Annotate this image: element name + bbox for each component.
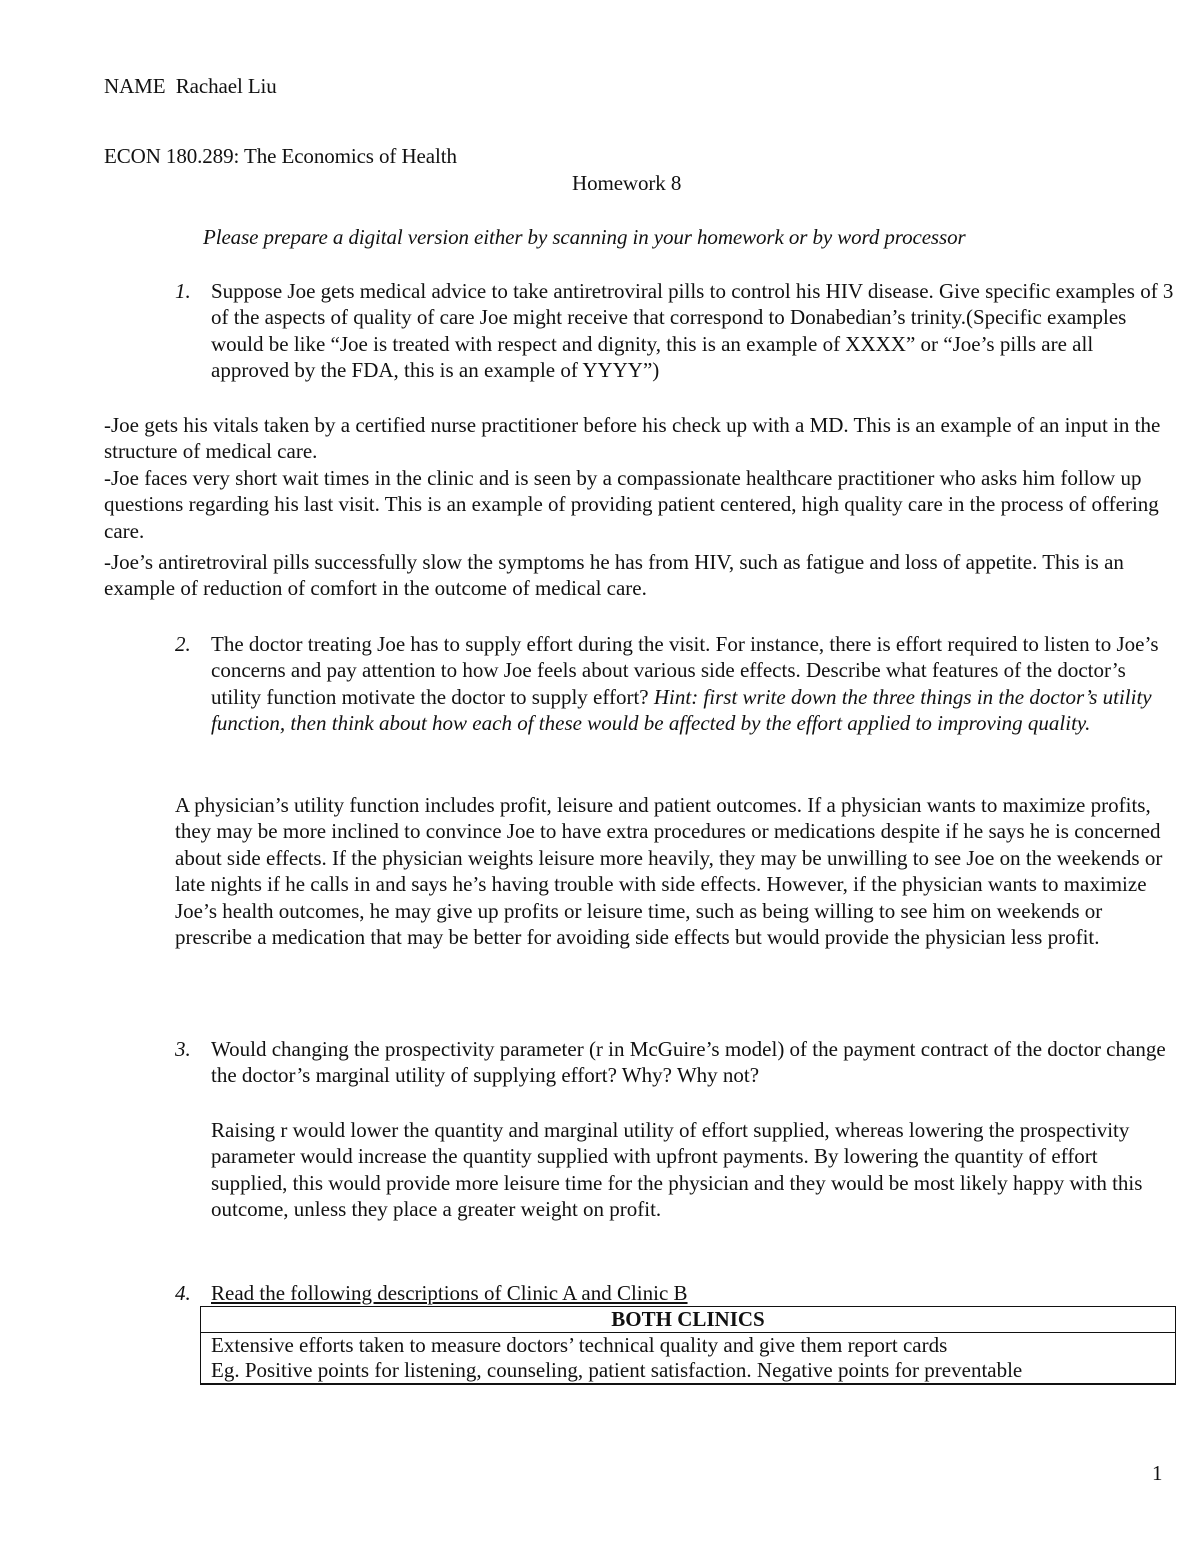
clinic-table-header-row	[201, 1307, 1176, 1333]
question-2-answer: A physician’s utility function includes profit, leisure and patient outcomes. If a physician wants to maximize profits, they may be more inclined to convince Joe to have extra procedures or medications despite if he says he is concerned about side effects. If the physician weights leisure more heavily, they may be unwilling to see Joe on the weekends or late nights if he calls in and says he’s having trouble with side effects. However, if the physician wants to maximize Joe’s health outcomes, he may give up profits or leisure time, such as being willing to see him on weekends or prescribe a medication that may be better for avoiding side effects but would provide the physician less profit.	[175, 793, 1163, 950]
page-number: 1	[1152, 1461, 1163, 1485]
clinic-table-line-2: Eg. Positive points for listening, counseling, patient satisfaction. Negative points for preventable	[211, 1358, 1023, 1382]
question-4-text: Read the following descriptions of Clinic A and Clinic B	[211, 1281, 688, 1305]
homework-title: Homework 8	[572, 171, 682, 195]
question-2-body	[211, 631, 1176, 737]
clinic-table-cell	[201, 1333, 1176, 1385]
course-title: ECON 180.289: The Economics of Health	[104, 144, 457, 168]
name-label: NAME	[104, 74, 166, 98]
question-1-answer-3: -Joe’s antiretroviral pills successfully slow the symptoms he has from HIV, such as fatigue and loss of appetite. This is an example of reduction of comfort in the outcome of medical care.	[104, 550, 1124, 601]
clinic-table-header: BOTH CLINICS	[201, 1307, 1176, 1333]
question-3-answer: Raising r would lower the quantity and marginal utility of effort supplied, whereas lowering the prospectivity parameter would increase the quantity supplied with upfront payments. By lowering the quantity of effort supplied, this would provide more leisure time for the physician and they would be most likely happy with this outcome, unless they place a greater weight on profit.	[211, 1118, 1143, 1222]
question-2-text: The doctor treating Joe has to supply effort during the visit. For instance, there is effort required to listen to Joe’s concerns and pay attention to how Joe feels about various side effects. Describe what features of the doctor’s utility function motivate the doctor to supply effort?	[211, 632, 1159, 709]
question-2-hint: Hint: first write down the three things in the doctor’s utility function, then think about how each of these would be affected by the effort applied to improving quality.	[211, 684, 1152, 736]
question-1-text: Suppose Joe gets medical advice to take antiretroviral pills to control his HIV disease. Give specific examples of 3 of the aspects of quality of care Joe might receive that correspond to Donabedian’s trinity.(Specific examples would be like “Joe is treated with respect and dignity, this is an example of XXXX” or “Joe’s pills are all approved by the FDA, this is an example of YYYY”)	[211, 279, 1174, 383]
clinic-table	[200, 1306, 1176, 1385]
question-3-text: Would changing the prospectivity parameter (r in McGuire’s model) of the payment contract of the doctor change the doctor’s marginal utility of supplying effort? Why? Why not?	[211, 1037, 1166, 1088]
question-1-answer-2: -Joe faces very short wait times in the clinic and is seen by a compassionate healthcare practitioner who asks him follow up questions regarding his last visit. This is an example of providing patient centered, high quality care in the process of offering care.	[104, 466, 1159, 543]
clinic-table-line-1: Extensive efforts taken to measure doctors’ technical quality and give them report cards	[211, 1333, 948, 1357]
question-1-answer-1: -Joe gets his vitals taken by a certified nurse practitioner before his check up with a MD. This is an example of an input in the structure of medical care.	[104, 413, 1161, 464]
instructions: Please prepare a digital version either by scanning in your homework or by word processor	[203, 225, 966, 249]
clinic-table-row	[201, 1333, 1176, 1385]
question-2-number: 2.	[175, 632, 191, 656]
name-line	[104, 73, 277, 99]
question-4-number: 4.	[175, 1281, 191, 1305]
question-1-number: 1.	[175, 279, 191, 303]
student-name: Rachael Liu	[175, 74, 277, 98]
question-3-number: 3.	[175, 1037, 191, 1061]
